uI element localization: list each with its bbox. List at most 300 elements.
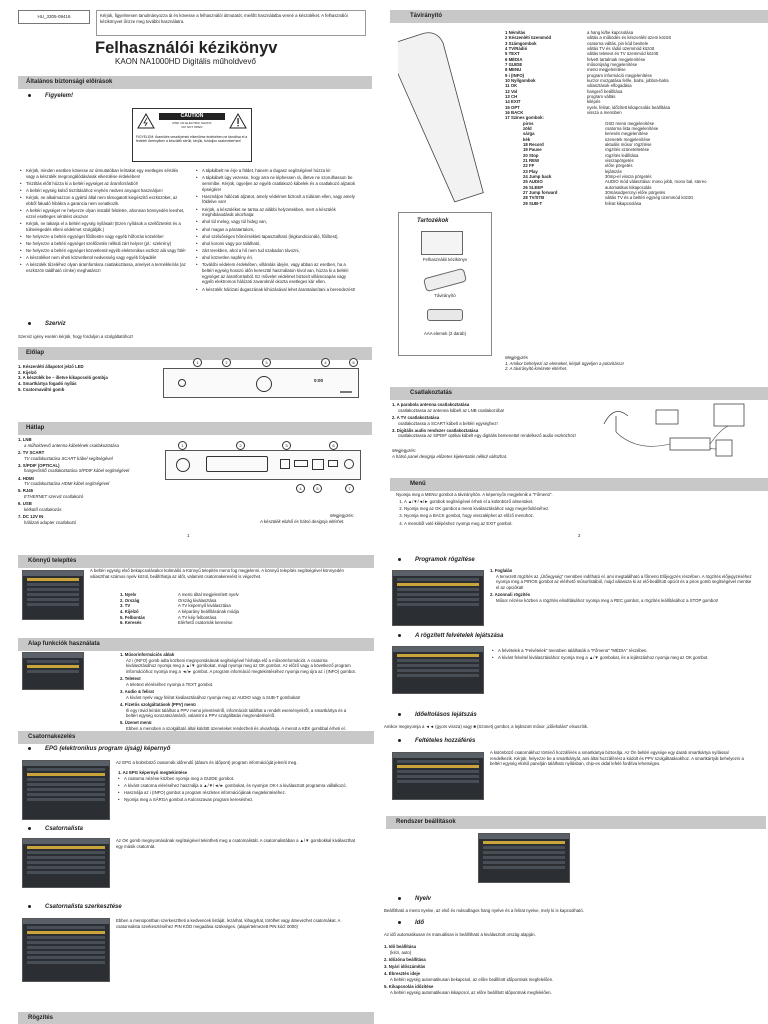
time-text: Az idő automatikusan és manuálisan is beállítható a kiválasztott ország alapján.: [384, 932, 536, 937]
remote-note-title: Megjegyzés: [505, 355, 528, 360]
remote-key-name: 20 Stop: [523, 152, 539, 158]
safety-list-left: [20, 168, 188, 275]
front-panel-illustration: [163, 368, 359, 398]
list-item: • ahol magas a páratartalom,: [202, 227, 356, 233]
remote-key-desc: program információ megjelenítése: [587, 72, 652, 78]
item-desc: TV csatlakoztatása SCART kábel segítségével: [24, 455, 113, 461]
list-item: • Nyomja meg a SÁRGA gombot a Kulcsszavas program kereséshez.: [124, 797, 358, 803]
section-system-settings: Rendszer beállítások: [386, 816, 766, 829]
item-title: 2. A TV csatlakoztatása: [392, 414, 440, 420]
caution-title: CAUTION: [159, 113, 225, 120]
remote-key-desc: rögzítés leállítása: [605, 152, 639, 158]
item-desc: A kívánt nyelv vagy felirat kiválasztásához nyomja meg az AUDIO vagy a SUB-T gombokat!: [126, 694, 301, 700]
manual-icon: [421, 231, 463, 255]
list-item: • Használjon hálózati aljzatot, amely védelmet biztosít a túláram ellen, vagy amely földelve van!: [202, 194, 356, 205]
card-slot: [340, 391, 352, 393]
list-item: • Tisztítás előtt húzza ki a beltéri egységet az áramforrásból!: [26, 181, 188, 187]
remote-key-desc: választások elfogadása: [587, 83, 632, 89]
callout-b6: 6: [329, 441, 338, 450]
connection-diagram-drawing: [596, 402, 752, 462]
remote-icon: [423, 268, 467, 292]
remote-key-name: 11 OK: [505, 83, 518, 89]
remote-key-name: 21 REW: [523, 157, 539, 163]
language-text: Beállítható a menü nyelve, az első és másodlagos hang nyelve és a felirat nyelve, mely ki is kapcsolható.: [384, 908, 584, 913]
easy-install-key: 1. Nyelv: [120, 592, 137, 597]
remote-key-desc: kurzor mozgatása fel/le, balra, jobbra-balra: [587, 77, 669, 83]
remote-key-name: 26 SLEEP: [523, 184, 544, 190]
bullet-icon: [398, 739, 401, 742]
subsection-channel-list: [28, 826, 83, 834]
recording-screenshot: [392, 570, 484, 626]
accessory-3: AAA elemek (2 darab): [423, 331, 467, 336]
back-panel-illustration: [165, 450, 361, 480]
front-items: [18, 364, 158, 392]
list-item: • Kérjük, ne takarja el a beltéri egység nyílásait! (Ezen nyílások a szellőztetést és a túlmelegedés elleni védelmet szolgálják.): [26, 221, 188, 232]
conditional-access-screenshot: [392, 752, 484, 800]
item-title: 4. Ébresztés ideje: [384, 971, 421, 977]
item-title: 3. S/PDIF (OPTICAL): [18, 462, 60, 468]
subsection-language-label: Nyelv: [415, 896, 432, 902]
remote-key-desc: rögzítés szüneteltetése: [605, 147, 650, 153]
list-item: • Használja az i (INFO) gombot a program részletes információjának megtekintéséhez.: [124, 790, 358, 796]
remote-key-name: 16 BACK: [505, 109, 524, 115]
list-item: [120, 676, 358, 687]
list-item: [120, 689, 358, 700]
subsection-conditional-access: [398, 738, 475, 746]
list-item: [18, 463, 158, 474]
front-display: 0:00: [314, 378, 324, 383]
item-desc: A tervezett rögzítés az „Ütőegység" menüben indítható el, ami megtalálható a főmenü Előjegyzés részében. A rögzítés előjegyzéséhez nyomja meg a PIROS gombot az elérhető műsorlistából, majd válassza ki az elő-beállított opciót és a piros gomb segítségével mentse el az opciókat!: [496, 573, 752, 591]
channel-list-screenshot: [22, 838, 110, 888]
item-title: 1. Műsorinformációs ablak: [120, 652, 175, 657]
callout-2: 2: [222, 358, 231, 367]
list-item: [18, 514, 158, 525]
lightning-warning-icon: [137, 113, 155, 129]
remote-key-name: 25 AUDIO: [523, 179, 543, 185]
callout-5: 5: [349, 358, 358, 367]
list-item: • Kérjük, a készüléket ne tartsa az alábbi helyzetekben, mert a készülék meghibásodását okozhatja:: [202, 207, 356, 218]
subsection-channel-edit: [28, 904, 122, 912]
section-safety: Általános biztonsági előírások: [18, 76, 372, 89]
subsection-timeshift: [398, 712, 477, 720]
subsection-recording-label: Programok rögzítése: [415, 557, 475, 563]
remote-key-name: zöld: [523, 125, 532, 131]
remote-key-desc: váltás a működés és készenléti üzem között: [587, 35, 671, 41]
easy-install-value: Elérhető csatornák keresése: [178, 620, 233, 626]
section-menu: Menü: [390, 478, 768, 491]
rj45-port: [312, 459, 324, 470]
remote-key-desc: aktuális műsor rögzítése: [605, 141, 652, 147]
caution-note: FIGYELEM: Áramütés veszélyének elkerülése érdekében ne távolítsa el a fedelet! Ámenyiben a készülék sérült, kérjük, forduljon szakemberhez!: [136, 135, 248, 144]
page-title: Felhasználói kézikönyv: [95, 39, 278, 57]
channel-edit-text: Ebben a menüpontban szerkesztheti a kedvencek listáját, lezárhat, kihagyhat, törölhet vagy átnevezhet csatornákat. A csatornalista szerkesztéséhez PIN KÓD megadása szükséges. (alapértelmezett PIN kód: 0000): [116, 918, 341, 929]
usb-port: [328, 460, 338, 467]
easy-install-value: A TV kép felbontása: [178, 614, 217, 620]
item-desc: a műholdvevő antenna kábelének csatlakoztatása: [24, 442, 120, 448]
section-channels: Csatornakezelés: [18, 731, 374, 744]
item-desc: A teletext eléréséhez nyomja a TEXT gombot.: [126, 681, 214, 687]
remote-key-desc: műsorújság megjelenítése: [587, 61, 638, 67]
remote-key-name: 4 TV/Rádió: [505, 45, 528, 51]
remote-key-name: 19 Pause: [523, 147, 542, 153]
caution-line2: DO NOT OPEN: [181, 125, 203, 129]
list-item: [18, 437, 158, 448]
list-item: [392, 415, 592, 426]
remote-key-name: 3 Számgombok: [505, 40, 537, 46]
accessories-title: Tartozékok: [417, 218, 449, 224]
remote-key-desc: automatikus kikapcsolás: [605, 184, 652, 190]
list-item: [384, 984, 754, 995]
section-record-bottom: Rögzítés: [18, 1012, 374, 1024]
remote-key-desc: menü megjelenítése: [587, 67, 626, 73]
easy-install-value: A menü által megjelenített nyelv: [178, 592, 239, 597]
timeshift-text: Amikor megnyomja a ◄◄ (gyors vissza) vagy ■ (Szünet) gombot, a lejátszott műsor „időeltolási" elsuszítik.: [384, 724, 589, 729]
power-button: [256, 376, 272, 392]
easy-install-items: [120, 592, 320, 626]
epg-text: Az EPG a különböző csatornák időrendű (dátum és időpont) program információját jeleníti meg.: [116, 760, 298, 765]
subsection-language: [398, 896, 431, 904]
bullet-icon: [398, 634, 401, 637]
back-items: [18, 437, 158, 527]
remote-key-row: [505, 201, 755, 206]
menu-step: 4. A menüből való kilépéshez nyomja meg az EXIT gombot.: [404, 521, 746, 527]
easy-install-key: 4. Kijelző: [120, 609, 139, 615]
callout-1: 1: [193, 358, 202, 367]
remote-key-name: 24 Jump back: [523, 173, 552, 179]
remote-key-name: 27 Jump forward: [523, 189, 558, 195]
epg-screenshot: [22, 760, 110, 820]
spdif-port: [280, 459, 290, 469]
front-item: 3. A készülék be – illetve kikapcsoló gombja: [18, 375, 108, 381]
remote-key-name: kék: [523, 136, 531, 142]
list-item: [18, 476, 158, 487]
easy-install-key: 5. Felbontás: [120, 614, 146, 620]
remote-key-name: 29 SUB-T: [523, 200, 543, 206]
intro-box: Kérjük, figyelmesen tanulmányozza át és kövesse a felhasználói útmutatót, mielőtt használatba venné a készüléket. A felhasználói kézikönyvet őrizze meg további használatra.: [96, 10, 366, 36]
item-desc: hálózati adapter csatlakozó: [24, 519, 77, 525]
caution-line1: RISK OF ELECTRIC SHOCK: [172, 121, 212, 125]
easy-install-value: A TV képernyő kiválasztása: [178, 603, 231, 609]
item-desc: hangerősítő csatlakoztatása S/PDIF kábel segítségével: [24, 468, 130, 474]
hdmi-port: [294, 460, 308, 467]
list-item: • A készülék hálózati dugaszának kihúzásával lehet áramtalanítani a berendezést!: [202, 287, 356, 293]
page-number-2: 2: [578, 533, 581, 538]
remote-key-name: 22 FF: [523, 163, 535, 169]
remote-key-name: 6 MÉDIA: [505, 56, 523, 62]
battery-icon: [427, 309, 463, 321]
list-item: [120, 702, 358, 719]
front-item: 4. Smartkártya fogadó nyílás: [18, 381, 77, 387]
caution-label: [132, 108, 252, 162]
callout-b3: 3: [282, 441, 291, 450]
easy-install-key: 6. Keresés: [120, 620, 142, 626]
subsection-playback-label: A rögzített felvételek lejátszása: [415, 633, 504, 639]
easy-install-value: A képarány beállításának módja: [178, 609, 239, 615]
list-item: • A készüléket nem éheti közvetlenül nedvesség vagy egyéb folyadék!: [26, 255, 188, 261]
item-title: 6. USB: [18, 501, 32, 507]
remote-note-1: 1. Amikor behelyezi az elemeket, kérjük ügyeljen a polaritásra!: [505, 360, 624, 366]
bullet-icon: [398, 713, 401, 716]
item-title: 1. Idő beállítása: [384, 944, 417, 949]
item-title: 1. Az EPG képernyő megtekintése: [118, 770, 188, 775]
list-item: [18, 450, 158, 461]
item-desc: csatlakoztassa az S/PDIF optikai kábelt egy digitális bemenettel rendelkező audio eszközhöz!: [398, 433, 576, 439]
remote-key-name: sárga: [523, 131, 535, 137]
remote-key-desc: 30másodpercnyi előre pörgetés: [605, 189, 666, 195]
item-desc: (kézi, auto): [390, 949, 412, 955]
bullet-icon: [28, 94, 31, 97]
item-title: 3. Digitális audio rendszer csatlakoztatása: [392, 427, 479, 433]
list-item: • A tápkábelt úgy vezesse, hogy arra ne léphessen rá, illetve ne szorulhasson be semmibe. Kérjük, ügyeljen az egyéb csatlakozó kábelek és a csatlakozó aljzatok épségére!: [202, 175, 356, 192]
remote-key-name: 17 Színes gombok:: [505, 115, 544, 121]
dc-port: [344, 459, 354, 469]
list-item: • zárt terekben, ahol a hő nem tud szabadon távozni,: [202, 248, 356, 254]
time-items: [384, 944, 754, 997]
list-item: [384, 964, 754, 970]
remote-key-desc: váltás TV és a beltéri egység üzemmód között: [605, 195, 693, 201]
section-basic-functions: Alap funkciók használata: [18, 638, 374, 651]
callout-b4: 4: [296, 484, 305, 493]
item-title: 3. Nyári időszámítás: [384, 964, 426, 970]
remote-key-desc: csatorna lista megjelenítése: [605, 125, 659, 131]
connect-items: [392, 402, 592, 441]
remote-key-desc: csatorna váltás, pin kód bevitele: [587, 40, 649, 46]
remote-illustration: [398, 28, 498, 208]
bullet-icon: [398, 921, 401, 924]
easy-install-key: 3. TV: [120, 603, 131, 609]
remote-key-desc: előre pörgetés: [605, 163, 633, 169]
subsection-epg-label: EPG (elektronikus program újság) képernyő: [45, 746, 171, 752]
list-item: • Kérjük, minden esetben kövesse az útmutatóban leírtakat egy esetleges sérülés vagy a készülék megrongálódásának elkerülése érdekében!: [26, 168, 188, 179]
list-item: • ahol szélsőséges hőmérsékleti tapasztalható (légkondicionáló, fűtőtest),: [202, 234, 356, 240]
safety-list-right: [196, 168, 356, 294]
subsection-service-label: Szerviz: [45, 321, 66, 327]
list-item: • Ne helyezze a beltéri egységet közvetlenül egyéb elektronikus eszköz alá vagy fölé!: [26, 248, 188, 254]
list-item: [384, 971, 754, 982]
remote-key-desc: váltás TV és rádió üzemmód között: [587, 45, 655, 51]
recording-items: [490, 568, 752, 605]
channel-list-text: Az OK gomb megnyomásának segítségével tekintheti meg a csatornalistát. A csatornalistában a ▲/▼ gombokkal kiválaszthat egy másik csatornát.: [116, 838, 355, 849]
service-text: Szerviz igény esetén kérjük, hogy forduljon a szolgáltatóhoz!: [18, 334, 134, 339]
list-item: • Ne helyezze a beltéri egységet szellőzetés nélküli zárt helyre! (pl.: szekrény): [26, 241, 188, 247]
accessories-box: [398, 212, 492, 356]
subsection-channel-edit-label: Csatornalista szerkesztése: [45, 904, 122, 910]
remote-key-desc: üzenetek megjelenítése: [605, 136, 651, 142]
section-easy-install: Könnyű telepítés: [18, 555, 374, 568]
bullet-icon: [28, 747, 31, 750]
callout-b1: 1: [178, 441, 187, 450]
accessory-1: Felhasználói kézikönyv: [422, 257, 468, 262]
info-window-screenshot: [22, 652, 84, 690]
callout-b7: 7: [345, 484, 354, 493]
item-desc: A beltéri egység automatikusan kikapcsol, az előre beállított időpontnak megfelelően.: [390, 989, 552, 995]
subsection-service: [28, 321, 66, 329]
easy-install-row: [120, 620, 320, 626]
list-item: • Kérjük, ne alkalmazzon a gyártó által nem támogatott kiegészítő eszközöket, az ebből fakadó hibákra a garancia nem vonatkozik.: [26, 195, 188, 206]
easy-install-text: A beltéri egység első bekapcsolásakor különálló a Könnyű telepítés menü fog megjelenni. A könnyű telepítés segítségével könnyedén választhat számos nyelv közül, beállíthatja az időt, valamint csatornakeresést is végezhet.: [90, 568, 344, 579]
remote-key-desc: program váltás: [587, 93, 616, 99]
item-desc: ETHERNET szerviz csatlakozó: [24, 494, 84, 500]
bullet-icon: [28, 905, 31, 908]
remote-key-name: 18 Record: [523, 141, 544, 147]
front-item: 2. Kijelző: [18, 369, 37, 375]
remote-keys: [505, 30, 755, 206]
list-item: • A beltéri egység külső tisztításához enyhén nedves anyagot használjon!: [26, 188, 188, 194]
subsection-warning-label: Figyelem!: [45, 93, 74, 99]
subsection-time-label: Idő: [415, 920, 424, 926]
list-item: [490, 592, 752, 603]
callout-b5: 5: [313, 484, 322, 493]
remote-key-name: 15 OPT: [505, 104, 520, 110]
playback-screenshot: [392, 646, 484, 694]
subsection-time: [398, 920, 424, 928]
item-desc: Műsor nézése közben a rögzítés elindításához nyomja meg a REC gombot, a rögzítés leállításához a STOP gombot!: [496, 597, 718, 603]
remote-note: [505, 355, 745, 372]
section-back-panel: Hátlap: [18, 422, 372, 435]
subsection-channel-list-label: Csatornalista: [45, 826, 84, 832]
item-desc: Ili egy rövid leírást találhat a PPV menü jelentéséről, információt találhat a rendelt eseményekről, a smartkártya és a beltéri egység sorozatszámáról, valamint a PPV szolgáltatás megrendeléséről.: [126, 707, 347, 719]
item-title: 4. Fizetős szolgáltatások (PPV) menü: [120, 701, 196, 707]
connect-note-title: Megjegyzés:: [392, 448, 417, 453]
list-item: • A felvételek a "Felvételek" menüben találhatók a "Főmenü" "MÉDIA" részében.: [498, 648, 752, 654]
bullet-icon: [28, 322, 31, 325]
channel-edit-screenshot: [22, 918, 110, 982]
menu-step: 2. Nyomja meg az OK gombot a menü kiválasztásához vagy megerősítéséhez.: [404, 506, 746, 512]
remote-key-name: piros: [523, 120, 534, 126]
item-title: 1. Foglalás: [490, 568, 513, 573]
connect-note-text: A hátsó panel designja előzetes kijelentatás nélkül változhat.: [392, 453, 508, 459]
section-front-panel: Előlap: [18, 347, 372, 360]
remote-key-desc: keresés megjelenítése: [605, 131, 648, 137]
bullet-icon: [398, 897, 401, 900]
callout-b2: 2: [236, 441, 245, 450]
list-item: • A készülék tűzeléhez olyan áramforrásra csatlakoztassa, amelyet a termékleírás (az eszközön található címke) meghatároz!: [26, 262, 188, 273]
section-connection: Csatlakoztatás: [390, 387, 768, 400]
list-item: • A tápkábelt ne érje a földet, hanem a dugasz segítségével húzza ki!: [202, 168, 356, 174]
remote-note-2: 2. A távirányító kinézete eltérhet.: [505, 366, 568, 372]
item-title: 1. LNB: [18, 437, 32, 442]
item-desc: kétkütő csatlakozás: [24, 506, 62, 512]
remote-key-name: 12 Vol: [505, 88, 518, 94]
list-item: [392, 428, 592, 439]
menu-text: Nyomja meg a MENU gombot a távirányítón. A képernyőn megjelenik a "Főmenü".: [396, 492, 553, 497]
remote-key-desc: váltás teletext és TV üzemmód között: [587, 51, 659, 57]
item-title: 7. DC 12V IN: [18, 514, 44, 520]
list-item: • Toválóbi védelem érdekében, villámlás idején, vagy abban az esetben, ha a beltéri egység hosszú időn keresztül használaton kívül van, húzza ki a beltéri egységet az áramforrásból. Ez művelet védelmet biztosít villámcsapás vagy egyéb elektromos hálózati zavaroknál okozta esetleges kár ellen.: [202, 262, 356, 285]
connect-note: [392, 448, 592, 459]
accessory-2: Távirányító: [434, 293, 456, 298]
list-item: • ahol koromi vagy por található,: [202, 241, 356, 247]
remote-key-name: 14 EXIT: [505, 99, 521, 105]
list-item: • A beltéri egységet ne helyezze olyan instabil felületre, ahonnan könnyedén leeshet, ezzel esetleges sérülést okozva!: [26, 208, 188, 219]
front-item: 5. Csatornaváltó gomb: [18, 386, 65, 392]
callout-4: 4: [321, 358, 330, 367]
conditional-access-text: A különböző csatornákhoz történő hozzáférés a smartkártya biztosítja. Az Ön beltéri egysége egy darab smartkártya nyílással rendelkezik. Kérjük, helyezze be a smartkártyát, ami által hozzáférést a kódolt és PPV szolgáltatásokhoz. A smartkártyát behelyezni a beltéri egység elülső panelján található nyílásban, chip-es oldal lefelé fordítva lehetséges.: [490, 750, 744, 767]
remote-key-name: 13 CH: [505, 93, 518, 99]
list-item: [120, 652, 358, 675]
remote-key-desc: a hang ki/be kapcsolása: [587, 30, 634, 35]
connection-diagram: [596, 402, 752, 462]
list-item: [18, 501, 158, 512]
page-number-1: 1: [187, 533, 190, 538]
remote-key-name: 2 Készenléti üzemmód: [505, 35, 552, 41]
page-subtitle: KAON NA1000HD Digitális műholdvevő: [115, 57, 256, 66]
menu-step: 3. Nyomja meg a BACK gombot, hogy visszaléphet az előző menühöz.: [404, 513, 746, 519]
list-item: [392, 402, 592, 413]
item-desc: Az i (INFO) gomb adta közbeni megnyomásának segítségével hívhatja elő a műsorinformációt. A csatorna kiválasztásához nyomja meg a ▲/▼ gombokat, majd nyomja meg az OK gombot. Az előző vagy a következő program információhoz nyomja meg a ◄/► gombot. A program információ megtekintéséhez nyomja meg újra az i (INFO) gombot.: [126, 657, 356, 675]
lnb-port: [176, 458, 190, 472]
list-item: [490, 568, 752, 591]
system-settings-screenshot: [478, 833, 570, 883]
document-code: HU_3305-09416: [18, 10, 90, 24]
exclamation-warning-icon: [229, 113, 247, 129]
subsection-playback: [398, 633, 503, 641]
item-title: 1. A parabola antenna csatlakoztatása: [392, 402, 470, 407]
remote-key-name: 7 GUIDE: [505, 61, 523, 67]
item-title: 2. Teletext: [120, 676, 141, 682]
list-item: • A csatorna nézése közben nyomja meg a GUIDE gombot.: [124, 776, 358, 782]
remote-key-desc: nyelv, felirat, időzített kikapcsolás beállítása: [587, 104, 671, 110]
menu-step: 1. A ▲/▼/◄/► gombok segítségével érheti el a különböző almenüket.: [404, 499, 746, 505]
item-title: 2. TV SCART: [18, 449, 45, 455]
item-desc: A beltéri egység automatikusan bekapcsol, az előre beállított időpontnak megfelelően.: [390, 976, 554, 982]
list-item: [18, 488, 158, 499]
item-title: 5. Kikapcsolás időzítése: [384, 984, 434, 990]
remote-key-name: 5 TEXT: [505, 51, 520, 57]
list-item: • A kívánt csatorna eléréséhez használja a ▲/▼/◄/► gombokat, és nyomjon OK-t a kiválasztott programra vállalkozó.: [124, 783, 358, 789]
back-note-title: Megjegyzés:: [330, 513, 355, 518]
item-desc: csatlakoztassa a SCART kábelt a beltéri egységhez!: [398, 420, 498, 426]
list-item: • Ne helyezze a beltéri egységet fűtőtestre vagy egyéb hőforrás közelébe!: [26, 234, 188, 240]
bullet-icon: [28, 827, 31, 830]
remote-control-icon: [398, 28, 498, 208]
easy-install-screenshot: [22, 570, 84, 620]
remote-key-desc: felvett tartalmak megjelenítése: [587, 56, 646, 62]
epg-items: [118, 770, 358, 804]
list-item: • ahol közvetlen napfény éri.: [202, 255, 356, 261]
menu-items: [396, 499, 746, 528]
list-item: [384, 957, 754, 963]
item-desc: Ebben a menüben a szolgáltató által küldött üzeneteket rendezheti és olvashatja. A menüt a KÉK gombbal érheti el.: [126, 726, 346, 732]
remote-key-desc: visszapörgetés: [605, 157, 634, 163]
power-led-icon: [178, 379, 186, 387]
remote-key-name: 1 Némítás: [505, 30, 526, 35]
item-title: 5. Üzenet menü: [120, 720, 152, 726]
easy-install-key: 2. Ország: [120, 597, 140, 603]
list-item: • A kívánt felvétel kiválasztásához nyomja meg a ▲/▼ gombokat, és a lejátszáshoz nyomja meg az OK gombot.: [498, 655, 752, 661]
remote-key-desc: 30mp-el vissza pörgetés: [605, 173, 652, 179]
subsection-recording: [398, 557, 475, 565]
remote-key-desc: kilépés: [587, 99, 601, 105]
front-item: 1. Készenléti állapotot jelző LED: [18, 364, 84, 369]
item-sublist: [118, 776, 358, 803]
subsection-timeshift-label: Időeltolásos lejátszás: [415, 712, 477, 718]
item-title: 2. Azonnali rögzítés: [490, 592, 531, 598]
remote-key-desc: OSD menü megjelenítése: [605, 120, 655, 126]
playback-items: [492, 648, 752, 662]
item-desc: csatlakoztassa az antenna kábelt az LNB csatlakozóba!: [398, 407, 505, 413]
subsection-epg: [28, 746, 170, 754]
item-title: 2. Időzóna beállítása: [384, 956, 426, 962]
item-title: 4. HDMI: [18, 475, 34, 481]
remote-key-name: 10 Nyílgombok: [505, 77, 536, 83]
remote-key-desc: vissza a menüben: [587, 109, 622, 115]
bullet-icon: [398, 558, 401, 561]
remote-key-desc: AUDIO mód választása: mono jobb, mono bal, stereo: [605, 179, 707, 185]
item-title: 3. Audio & felirat: [120, 689, 154, 695]
remote-key-desc: hangerő beállítása: [587, 88, 623, 94]
subsection-warning: [28, 93, 73, 101]
